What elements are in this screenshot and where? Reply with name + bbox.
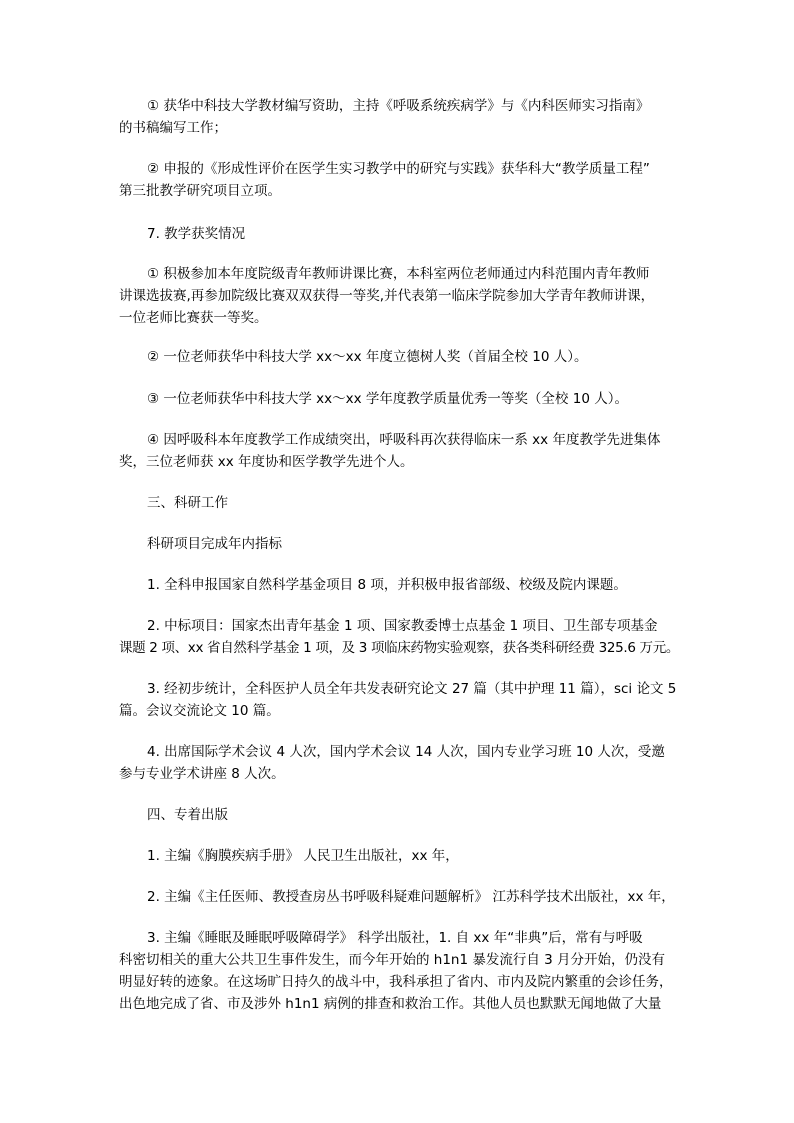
- paragraph-moral-award: [147, 346, 687, 368]
- paragraph-textbook-funding: [119, 95, 679, 139]
- heading-text: 7. 教学获奖情况: [147, 226, 246, 242]
- paragraph-research-project-approval: [119, 158, 679, 202]
- section-heading-monographs: [147, 804, 687, 826]
- paragraph-awarded-projects: [119, 615, 679, 659]
- text-line: 3. 经初步统计，全科医护人员全年共发表研究论文 27 篇（其中护理 11 篇），sci 论文 5: [147, 681, 677, 697]
- text-line: 篇。会议交流论文 10 篇。: [119, 703, 280, 719]
- text-line: ② 一位老师获华中科技大学 xx～xx 年度立德树人奖（首届全校 10 人）。: [147, 349, 588, 365]
- paragraph-monograph-2: [147, 886, 687, 908]
- text-line: 讲课选拔赛,再参加院级比赛双双获得一等奖,并代表第一临床学院参加大学青年教师讲课，: [119, 288, 655, 304]
- paragraph-monograph-3-and-h1n1: [119, 927, 679, 1015]
- text-line: ① 获华中科技大学教材编写资助，主持《呼吸系统疾病学》与《内科医师实习指南》: [147, 98, 650, 114]
- text-line: 2. 主编《主任医师、教授查房丛书呼吸科疑难问题解析》 江苏科学技术出版社，xx 年，: [147, 889, 675, 905]
- text-line: 课题 2 项、xx 省自然科学基金 1 项，及 3 项临床药物实验观察，获各类科研经费 325.6 万元。: [119, 640, 680, 656]
- paragraph-lecture-competition: [119, 263, 679, 329]
- text-line: 1. 全科申报国家自然科学基金项目 8 项，并积极申报省部级、校级及院内课题。: [147, 577, 627, 593]
- text-line: ③ 一位老师获华中科技大学 xx～xx 学年度教学质量优秀一等奖（全校 10 人）。: [147, 391, 628, 407]
- text-line: 的书稿编写工作；: [119, 120, 227, 136]
- section-heading-teaching-awards: [147, 223, 687, 245]
- paragraph-nsfc-applications: [147, 574, 687, 596]
- paragraph-teaching-quality-award: [147, 388, 687, 410]
- text-line: 一位老师比赛获一等奖。: [119, 310, 268, 326]
- text-line: ① 积极参加本年度院级青年教师讲课比赛，本科室两位老师通过内科范围内青年教师: [147, 266, 650, 282]
- text-line: 科密切相关的重大公共卫生事件发生，而今年开始的 h1n1 暴发流行自 3 月分开始，仍没有: [119, 952, 666, 968]
- text-line: 3. 主编《睡眠及睡眠呼吸障碍学》 科学出版社，1. 自 xx 年“非典”后，常有与呼吸: [147, 930, 643, 946]
- paragraph-conferences: [119, 741, 679, 785]
- text-line: ② 申报的《形成性评价在医学生实习教学中的研究与实践》获华科大“教学质量工程”: [147, 161, 650, 177]
- subheading-research-targets: [147, 533, 687, 555]
- heading-text: 三、科研工作: [147, 495, 228, 511]
- paragraph-publications: [119, 678, 679, 722]
- text-line: 明显好转的迹象。在这场旷日持久的战斗中，我科承担了省内、市内及院内繁重的会诊任务，: [119, 974, 673, 990]
- text-line: 2. 中标项目：国家杰出青年基金 1 项、国家教委博士点基金 1 项目、卫生部专项基金: [147, 618, 658, 634]
- text-line: 奖，三位老师获 xx 年度协和医学教学先进个人。: [119, 454, 414, 470]
- text-line: 4. 出席国际学术会议 4 人次，国内学术会议 14 人次，国内专业学习班 10 人次，受邀: [147, 744, 665, 760]
- heading-text: 四、专着出版: [147, 807, 228, 823]
- section-heading-research: [147, 492, 687, 514]
- paragraph-advanced-collective: [119, 429, 679, 473]
- text-line: ④ 因呼吸科本年度教学工作成绩突出，呼吸科再次获得临床一系 xx 年度教学先进集体: [147, 432, 661, 448]
- text-line: 第三批教学研究项目立项。: [119, 183, 281, 199]
- text-line: 参与专业学术讲座 8 人次。: [119, 766, 285, 782]
- paragraph-monograph-1: [147, 845, 687, 867]
- text-line: 出色地完成了省、市及涉外 h1n1 病例的排查和救治工作。其他人员也默默无闻地做了大量: [119, 996, 662, 1012]
- heading-text: 科研项目完成年内指标: [147, 536, 282, 552]
- text-line: 1. 主编《胸膜疾病手册》 人民卫生出版社，xx 年，: [147, 848, 459, 864]
